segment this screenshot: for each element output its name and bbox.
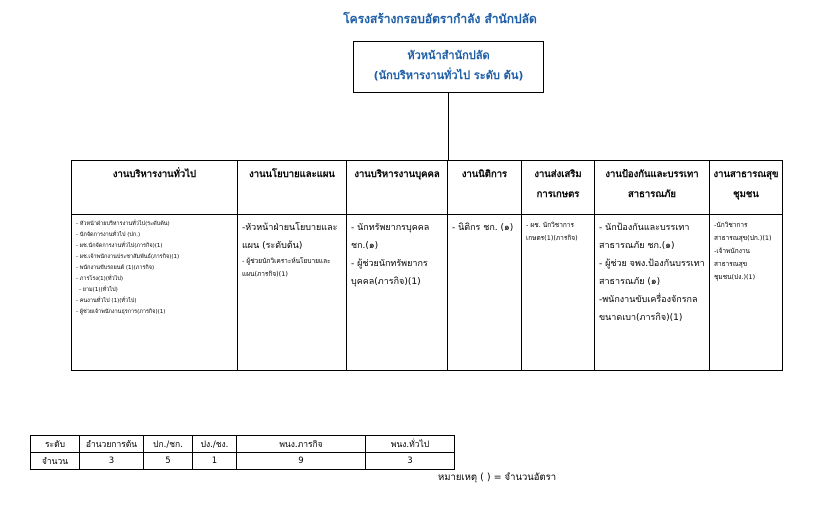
- column-policy-plan: [238, 161, 347, 370]
- table-cell: พนง.ภารกิจ: [237, 436, 366, 453]
- staff-count-table: [30, 435, 455, 470]
- table-cell: 3: [80, 453, 144, 470]
- table-cell: 9: [237, 453, 366, 470]
- table-cell: ระดับ: [31, 436, 80, 453]
- list-item: - ภารโรง(1)(ทั่วไป): [76, 276, 124, 282]
- list-item: - หัวหน้าฝ่ายบริหารงานทั่วไป(ระดับต้น): [76, 221, 170, 227]
- head-of-office-box: [353, 41, 544, 93]
- table-cell: 1: [193, 453, 237, 470]
- list-item: - พนักงานขับรถยนต์ (1)(ภารกิจ): [76, 265, 155, 271]
- table-cell: ปง./ชง.: [193, 436, 237, 453]
- list-item: - ผู้ช่วยเจ้าพนักงานธุรการ(ภารกิจ)(1): [76, 309, 166, 315]
- division-table: [71, 160, 783, 371]
- list-item: - นักทรัพยากรบุคคล ชก.(๑): [351, 223, 430, 251]
- footnote: หมายเหตุ ( ) = จำนวนอัตรา: [438, 472, 557, 483]
- column-header: งานนโยบายและแผน: [238, 161, 346, 215]
- list-item: -นักวิชาการสาธารณสุข(ปก.)(1): [714, 221, 772, 242]
- list-item: - ผู้ช่วย จพง.ป้องกันบรรเทาสาธารณภัย (๑): [599, 259, 705, 287]
- table-cell: 3: [366, 453, 455, 470]
- column-agriculture: [522, 161, 595, 370]
- list-item: - นักจัดการงานทั่วไป (ปก.): [76, 232, 141, 238]
- head-subtitle: (นักบริหารงานทั่วไป ระดับ ต้น): [373, 69, 524, 82]
- column-header: งานสาธารณสุขชุมชน: [710, 161, 782, 215]
- column-personnel: [347, 161, 448, 370]
- list-item: - ผช. นักวิชาการเกษตร(1)(ภารกิจ): [526, 221, 578, 242]
- connector-line: [448, 93, 449, 160]
- table-cell: อำนวยการต้น: [80, 436, 144, 453]
- list-item: -หัวหน้าฝ่ายนโยบายและแผน (ระดับต้น): [242, 223, 338, 251]
- column-disaster-prevention: [595, 161, 710, 370]
- list-item: - คนงานทั่วไป (1)(ทั่วไป): [76, 298, 137, 304]
- table-cell: พนง.ทั่วไป: [366, 436, 455, 453]
- table-row: [31, 436, 455, 453]
- list-item: -พนักงานขับเครื่องจักรกลขนาดเบา(ภารกิจ)(1): [599, 295, 698, 323]
- list-item: - ผช.นักจัดการงานทั่วไป(ภารกิจ)(1): [76, 243, 163, 249]
- list-item: - นิติกร ชก. (๑): [452, 223, 514, 233]
- list-item: - นักป้องกันและบรรเทาสาธารณภัย ชก.(๑): [599, 223, 690, 251]
- column-header: งานบริหารงานทั่วไป: [72, 161, 237, 215]
- column-general-admin: [72, 161, 238, 370]
- table-row: [31, 453, 455, 470]
- table-cell: ปก./ชก.: [144, 436, 193, 453]
- list-item: - ผู้ช่วยนักทรัพยากรบุคคล(ภารกิจ)(1): [351, 259, 428, 287]
- table-cell: จำนวน: [31, 453, 80, 470]
- column-header: งานบริหารงานบุคคล: [347, 161, 447, 215]
- column-public-health: [710, 161, 782, 370]
- column-header: งานส่งเสริมการเกษตร: [522, 161, 594, 215]
- list-item: - ผู้ช่วยนักวิเคราะห์นโยบายและแผน(ภารกิจ)(1): [242, 257, 331, 278]
- list-item: - ยาม(1)(ทั่วไป): [79, 287, 118, 293]
- list-item: -เจ้าพนักงานสาธารณสุขชุมชน(ปง.)(1): [714, 247, 756, 281]
- column-header: งานป้องกันและบรรเทาสาธารณภัย: [595, 161, 709, 215]
- chart-title: โครงสร้างกรอบอัตรากำลัง สำนักปลัด: [343, 12, 537, 26]
- column-legal: [448, 161, 522, 370]
- table-cell: 5: [144, 453, 193, 470]
- head-title: หัวหน้าสำนักปลัด: [407, 49, 490, 62]
- column-header: งานนิติการ: [448, 161, 521, 215]
- list-item: - ผช.เจ้าพนักงานประชาสัมพันธ์(ภารกิจ)(1): [76, 254, 180, 260]
